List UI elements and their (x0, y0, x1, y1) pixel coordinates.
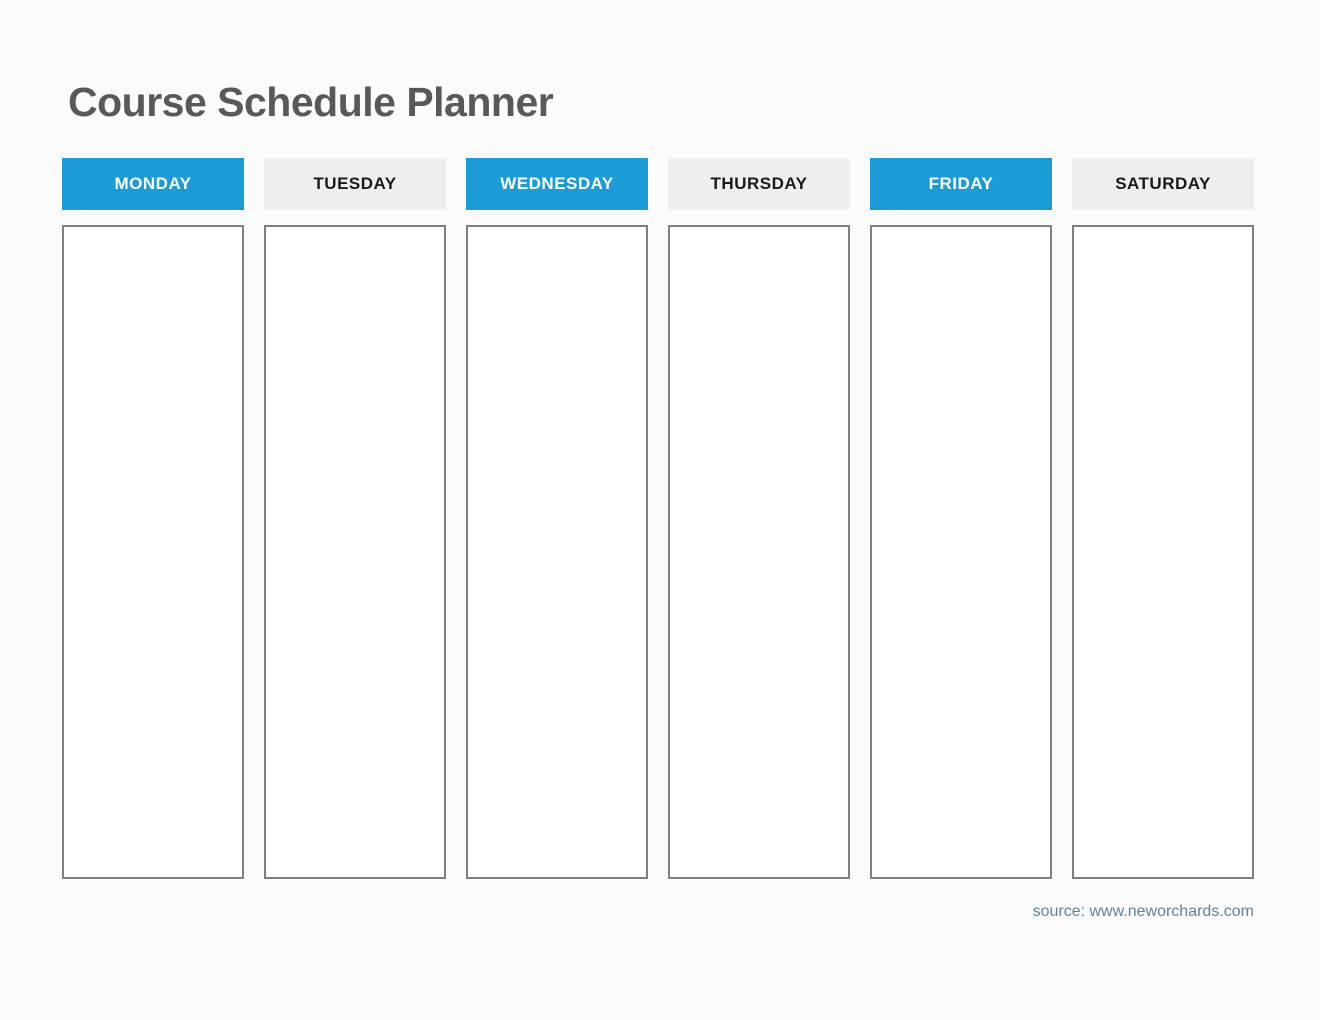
day-box-saturday[interactable] (1072, 225, 1254, 879)
day-box-tuesday[interactable] (264, 225, 446, 879)
day-header-monday: MONDAY (62, 158, 244, 210)
day-header-wednesday: WEDNESDAY (466, 158, 648, 210)
day-box-friday[interactable] (870, 225, 1052, 879)
day-column-wednesday (466, 158, 648, 879)
days-grid (62, 158, 1256, 879)
day-column-thursday (668, 158, 850, 879)
day-column-monday (62, 158, 244, 879)
day-header-saturday: SATURDAY (1072, 158, 1254, 210)
day-box-monday[interactable] (62, 225, 244, 879)
source-credit: source: www.neworchards.com (1032, 903, 1254, 920)
day-column-saturday (1072, 158, 1254, 879)
day-column-tuesday (264, 158, 446, 879)
day-header-tuesday: TUESDAY (264, 158, 446, 210)
day-box-wednesday[interactable] (466, 225, 648, 879)
day-box-thursday[interactable] (668, 225, 850, 879)
page-title: Course Schedule Planner (68, 79, 554, 125)
day-column-friday (870, 158, 1052, 879)
day-header-friday: FRIDAY (870, 158, 1052, 210)
day-header-thursday: THURSDAY (668, 158, 850, 210)
